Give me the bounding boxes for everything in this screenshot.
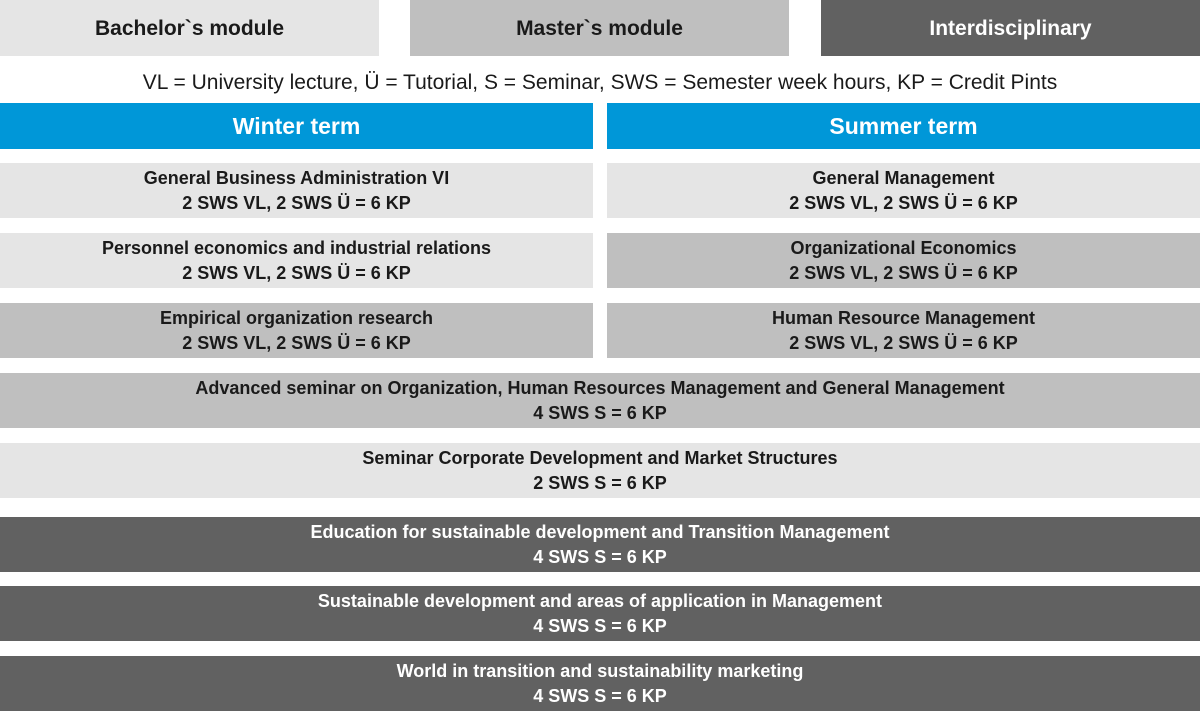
- course-credits: 2 SWS VL, 2 SWS Ü = 6 KP: [182, 262, 411, 283]
- course-full-4: [0, 586, 1200, 641]
- course-title: Seminar Corporate Development and Market Structures: [362, 447, 838, 468]
- course-full-3: [0, 517, 1200, 572]
- course-credits: 4 SWS S = 6 KP: [533, 402, 667, 423]
- course-title: General Business Administration VI: [143, 167, 450, 188]
- course-title: Sustainable development and areas of application in Management: [317, 590, 883, 611]
- course-title: Human Resource Management: [771, 307, 1036, 328]
- course-title: Advanced seminar on Organization, Human Resources Management and General Management: [195, 377, 1005, 398]
- course-full-2: [0, 443, 1200, 498]
- winter-term-header: Winter term: [0, 103, 593, 149]
- summer-term-header: Summer term: [607, 103, 1200, 149]
- course-winter-2: [0, 233, 593, 288]
- course-credits: 2 SWS VL, 2 SWS Ü = 6 KP: [789, 192, 1018, 213]
- legend-master-module: Master`s module: [410, 0, 789, 56]
- legend-interdisciplinary: Interdisciplinary: [821, 0, 1200, 56]
- course-credits: 2 SWS S = 6 KP: [533, 472, 667, 493]
- course-title: Organizational Economics: [790, 237, 1017, 258]
- course-credits: 2 SWS VL, 2 SWS Ü = 6 KP: [789, 262, 1018, 283]
- course-credits: 2 SWS VL, 2 SWS Ü = 6 KP: [182, 192, 411, 213]
- course-credits: 4 SWS S = 6 KP: [533, 615, 667, 636]
- course-credits: 4 SWS S = 6 KP: [533, 685, 667, 706]
- course-full-1: [0, 373, 1200, 428]
- course-summer-2: [607, 233, 1200, 288]
- course-winter-3: [0, 303, 593, 358]
- course-credits: 2 SWS VL, 2 SWS Ü = 6 KP: [789, 332, 1018, 353]
- course-winter-1: [0, 163, 593, 218]
- course-title: Empirical organization research: [159, 307, 434, 328]
- legend-bachelor-module: Bachelor`s module: [0, 0, 379, 56]
- course-title: World in transition and sustainability marketing: [396, 660, 804, 681]
- course-title: General Management: [812, 167, 995, 188]
- course-credits: 2 SWS VL, 2 SWS Ü = 6 KP: [182, 332, 411, 353]
- course-credits: 4 SWS S = 6 KP: [533, 546, 667, 567]
- abbreviation-legend: VL = University lecture, Ü = Tutorial, S = Seminar, SWS = Semester week hours, KP = Credit Pints: [142, 71, 1058, 94]
- course-full-5: [0, 656, 1200, 711]
- course-summer-1: [607, 163, 1200, 218]
- course-summer-3: [607, 303, 1200, 358]
- course-title: Education for sustainable development and Transition Management: [310, 521, 890, 542]
- course-title: Personnel economics and industrial relations: [101, 237, 492, 258]
